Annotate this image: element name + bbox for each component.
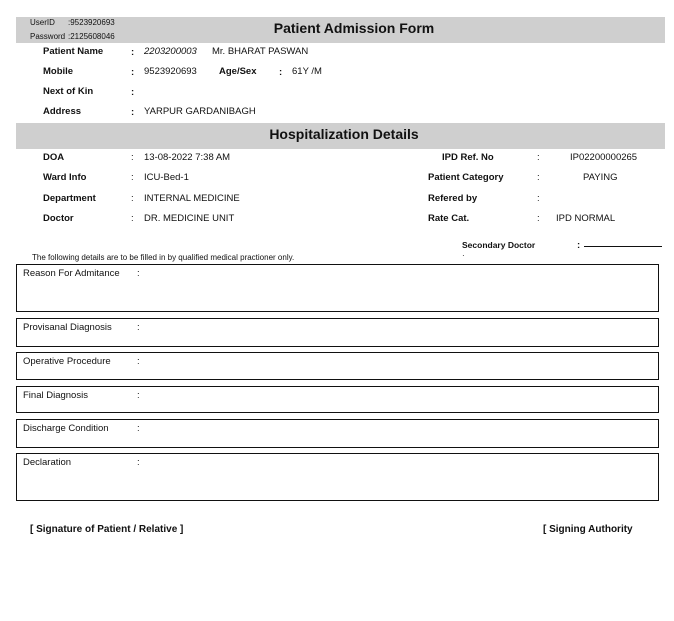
section-label: Reason For Admitance	[23, 268, 120, 279]
section-label: Operative Procedure	[23, 356, 111, 367]
section-label: Provisanal Diagnosis	[23, 322, 112, 333]
doa-label: DOA	[43, 152, 65, 163]
next-of-kin-label: Next of Kin	[43, 86, 94, 97]
section-operative-procedure	[16, 352, 659, 380]
patient-signature-label: [ Signature of Patient / Relative ]	[30, 524, 184, 535]
address-label: Address	[43, 106, 82, 117]
referred-by-colon: :	[537, 193, 540, 204]
section-final-diagnosis	[16, 386, 659, 413]
ward-label: Ward Info	[43, 172, 87, 183]
ward-colon: :	[131, 172, 134, 183]
ipd-ref-colon: :	[537, 152, 540, 163]
userid-label: UserID	[30, 18, 55, 27]
userid-value: :9523920693	[68, 18, 115, 27]
mobile-value: 9523920693	[144, 66, 197, 77]
doa-colon: :	[131, 152, 134, 163]
patient-id: 2203200003	[144, 46, 197, 57]
department-label: Department	[43, 193, 96, 204]
agesex-value: 61Y /M	[292, 66, 322, 77]
agesex-colon: :	[279, 67, 283, 78]
section-label: Discharge Condition	[23, 423, 109, 434]
secondary-doctor-colon: :	[577, 240, 581, 251]
section-colon: :	[137, 268, 140, 279]
section-colon: :	[137, 322, 140, 333]
secondary-doctor-dot: ·	[462, 251, 465, 260]
section-reason-for-admitance	[16, 264, 659, 312]
department-colon: :	[131, 193, 134, 204]
doctor-label: Doctor	[43, 213, 74, 224]
section-colon: :	[137, 390, 140, 401]
next-of-kin-colon: :	[131, 87, 135, 98]
section-label: Declaration	[23, 457, 72, 468]
mobile-label: Mobile	[43, 66, 74, 77]
doa-value: 13-08-2022 7:38 AM	[144, 152, 231, 163]
ipd-ref-label: IPD Ref. No	[442, 152, 494, 163]
department-value: INTERNAL MEDICINE	[144, 193, 240, 204]
address-value: YARPUR GARDANIBAGH	[144, 106, 256, 117]
patient-category-label: Patient Category	[428, 172, 504, 183]
form-title: Patient Admission Form	[273, 20, 435, 36]
ipd-ref-value: IP02200000265	[570, 152, 638, 163]
ward-value: ICU-Bed-1	[144, 172, 189, 183]
patient-category-value: PAYING	[583, 172, 618, 183]
secondary-doctor-line	[584, 246, 662, 247]
referred-by-label: Refered by	[428, 193, 478, 204]
practitioner-note: The following details are to be filled in by qualified medical practioner only.	[32, 253, 295, 262]
section-label: Final Diagnosis	[23, 390, 88, 401]
section-colon: :	[137, 423, 140, 434]
rate-cat-label: Rate Cat.	[428, 213, 470, 224]
patient-name-colon: :	[131, 47, 135, 58]
secondary-doctor-label: Secondary Doctor	[462, 240, 536, 250]
mobile-colon: :	[131, 67, 135, 78]
agesex-label: Age/Sex	[219, 66, 257, 77]
section-colon: :	[137, 457, 140, 468]
patient-name-label: Patient Name	[43, 46, 104, 57]
password-value: :2125608046	[68, 32, 115, 41]
rate-cat-value: IPD NORMAL	[556, 213, 616, 224]
patient-category-colon: :	[537, 172, 540, 183]
rate-cat-colon: :	[537, 213, 540, 224]
section-colon: :	[137, 356, 140, 367]
hospitalization-title: Hospitalization Details	[269, 126, 419, 142]
section-declaration	[16, 453, 659, 501]
signing-authority-label: [ Signing Authority	[543, 524, 633, 535]
patient-name-value: Mr. BHARAT PASWAN	[212, 46, 309, 57]
address-colon: :	[131, 107, 135, 118]
section-provisanal-diagnosis	[16, 318, 659, 347]
password-label: Password	[30, 32, 66, 41]
doctor-value: DR. MEDICINE UNIT	[144, 213, 235, 224]
doctor-colon: :	[131, 213, 134, 224]
section-discharge-condition	[16, 419, 659, 448]
